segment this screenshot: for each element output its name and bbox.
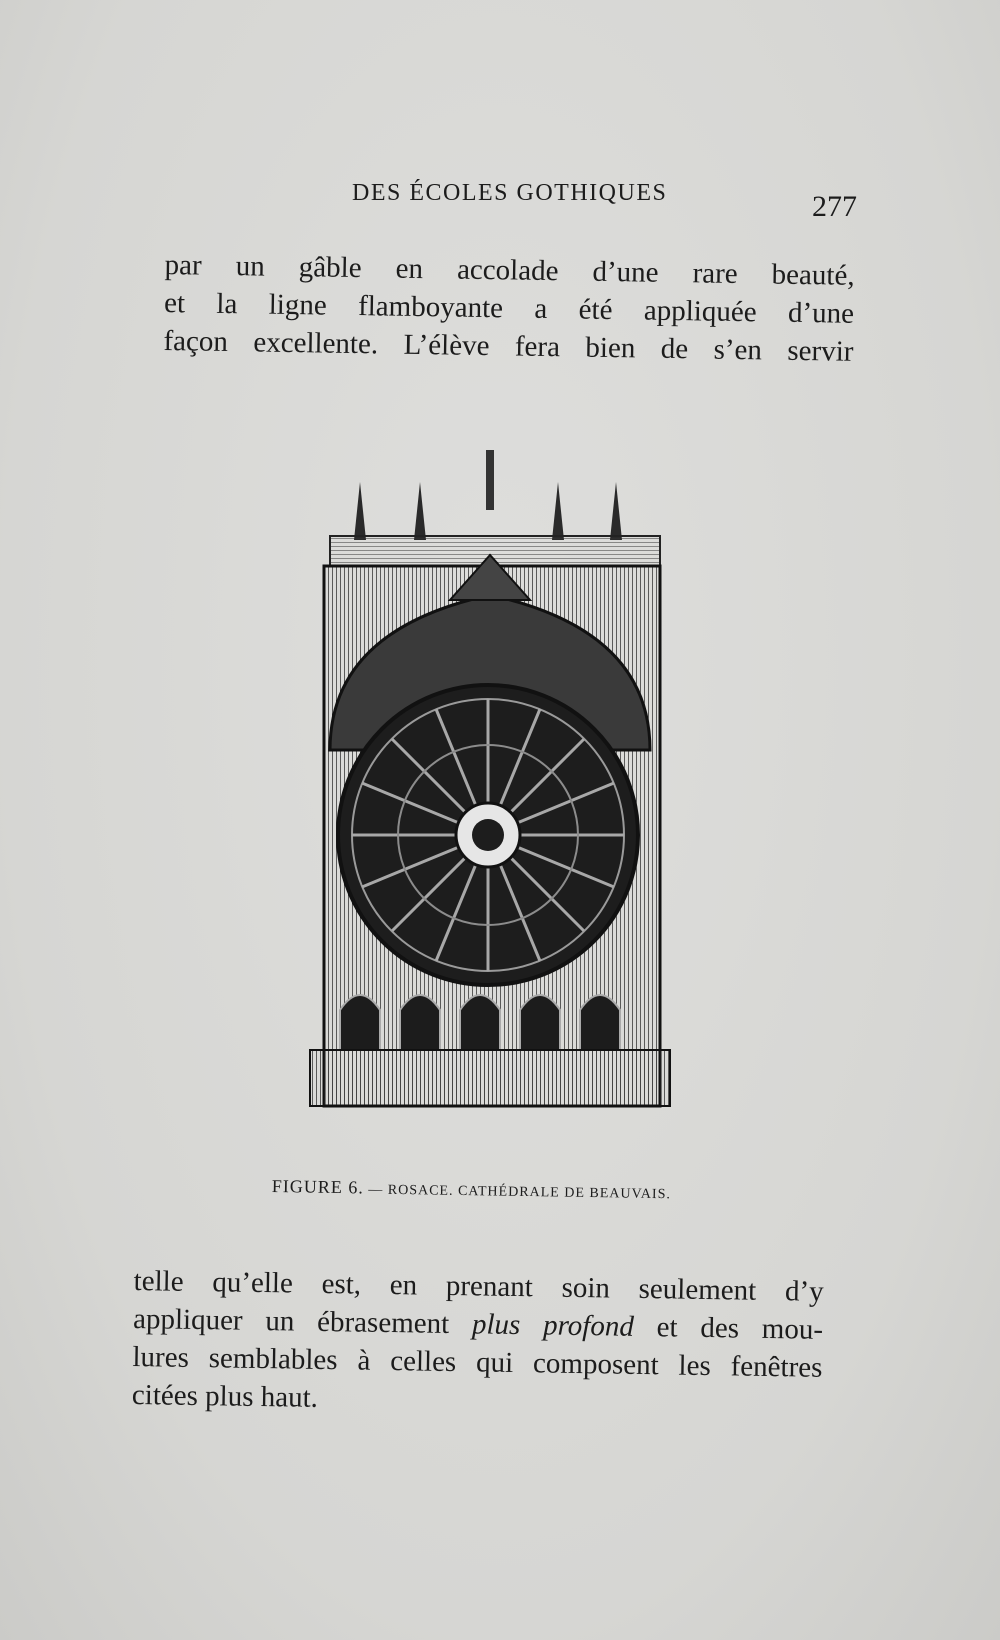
figure-number: FIGURE 6. — [271, 1176, 365, 1198]
page-number: 277 — [812, 190, 857, 223]
figure-caption — [272, 1176, 671, 1203]
text-segment: appliquer un ébrasement — [132, 1302, 473, 1341]
text-segment: et des mou- — [633, 1310, 824, 1346]
rose-window-engraving — [300, 450, 690, 1162]
italic-phrase: plus profond — [471, 1308, 635, 1343]
text-line: façon excellente. L’élève fera bien de s’en servir — [163, 324, 854, 368]
running-head: DES ÉCOLES GOTHIQUES — [352, 180, 668, 206]
text-line: par un gâble en accolade d’une rare beauté, — [164, 248, 855, 292]
text-line: citées plus haut. — [131, 1378, 319, 1414]
central-spire — [486, 450, 494, 510]
paragraph-bottom — [132, 1262, 824, 1425]
paragraph-top — [163, 246, 855, 371]
text-line: lures semblables à celles qui composent les fenêtres — [132, 1340, 823, 1384]
text-line: et la ligne flamboyante a été appliquée d’une — [163, 286, 855, 330]
text-line: telle qu’elle est, en prenant soin seulement d’y — [133, 1264, 824, 1308]
figure-title: — ROSACE. CATHÉDRALE DE BEAUVAIS. — [368, 1182, 672, 1203]
